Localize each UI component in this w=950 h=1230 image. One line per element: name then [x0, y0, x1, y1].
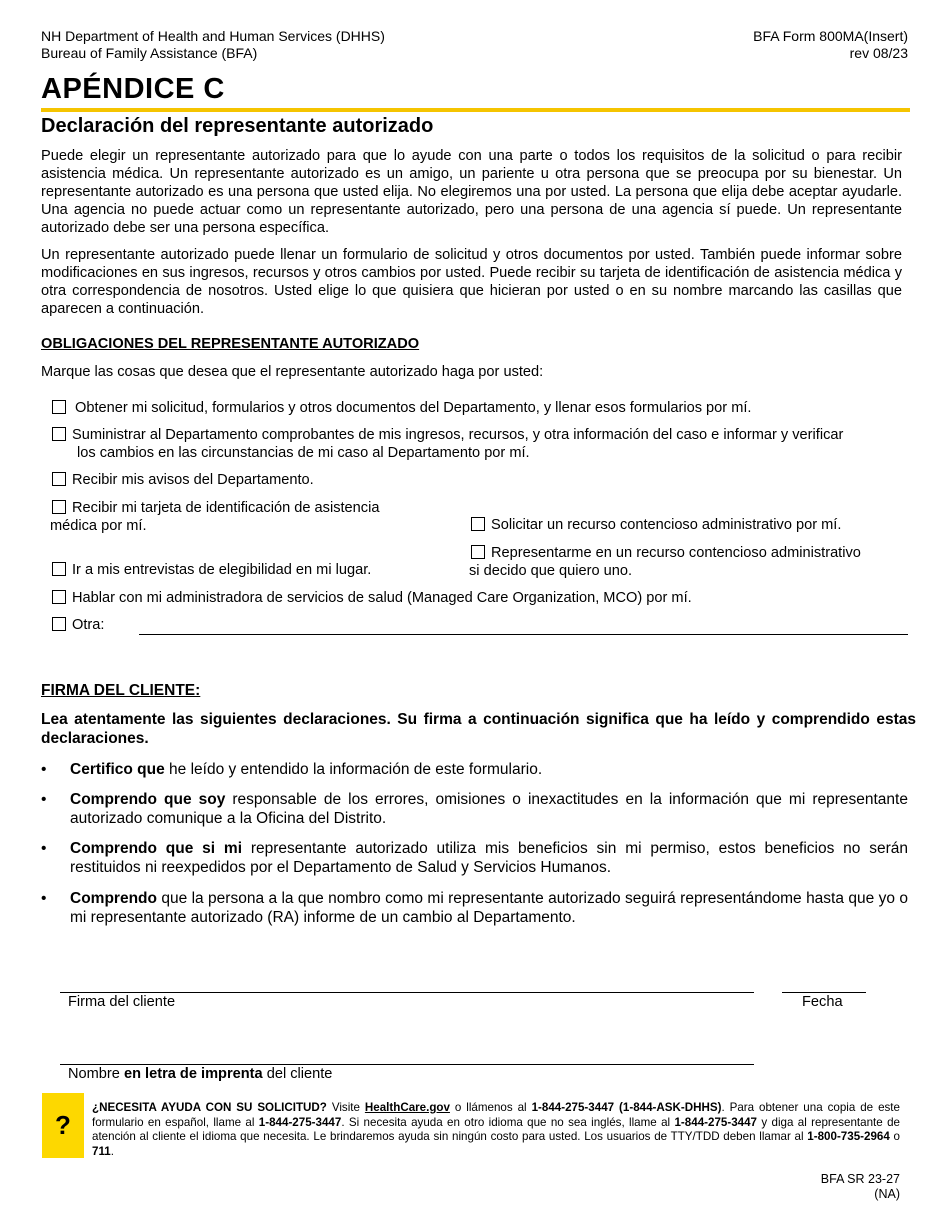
option-avisos-label: Recibir mis avisos del Departamento.: [72, 472, 314, 488]
option-avisos: [52, 471, 314, 489]
option-suministrar: [52, 426, 843, 462]
form-id: BFA Form 800MA(Insert): [753, 28, 908, 44]
declaration-lead: Comprendo que si mi: [70, 840, 243, 857]
form-id-block: [753, 28, 908, 62]
help-phone-other-language: 1-844-275-3447: [674, 1115, 757, 1129]
print-name-bold: en letra de imprenta: [123, 1066, 263, 1082]
option-entrevistas-label: Ir a mis entrevistas de elegibilidad en mi lugar.: [72, 562, 372, 578]
option-obtener: [52, 399, 751, 417]
declaration-lead: Certifico que: [70, 761, 165, 778]
footer-code: BFA SR 23-27: [820, 1172, 900, 1186]
intro-paragraph-2: Un representante autorizado puede llenar un formulario de solicitud y otros documentos por usted. También puede informar sobre modificaciones en sus ingresos, recursos y otros cambios por usted. Puede recibir su tarjeta de identificación de asistencia médica y otra correspondencia de nosotros. Usted elige lo que quisiera que hicieran por usted o en su nombre marcando las casillas que aparecen a continuación.: [41, 247, 902, 317]
checkbox-suministrar[interactable]: [52, 427, 66, 441]
footer-code-block: [821, 1172, 900, 1202]
obligations-intro: Marque las cosas que desea que el representante autorizado haga por usted:: [41, 364, 544, 380]
option-solicitar-recurso-label: Solicitar un recurso contencioso administrativo por mí.: [491, 517, 842, 533]
help-text-part: . Si necesita ayuda en otro idioma que no sea inglés, llame al: [341, 1115, 675, 1129]
option-representarme-label-1: Representarme en un recurso contencioso administrativo: [491, 545, 861, 561]
bullet-icon: •: [41, 840, 47, 857]
bullet-icon: •: [41, 791, 47, 808]
checkbox-mco[interactable]: [52, 590, 66, 604]
help-text-part: . Para obtener una copia de este formulario en español, llame al: [92, 1101, 900, 1129]
print-name-post: del cliente: [262, 1066, 333, 1082]
checkbox-representarme[interactable]: [471, 545, 485, 559]
option-representarme-label-2: si decido que quiero uno.: [469, 563, 633, 579]
signature-heading: FIRMA DEL CLIENTE:: [41, 682, 201, 699]
option-otra: [52, 616, 104, 634]
print-name-label: [68, 1066, 332, 1082]
help-text-part: .: [110, 1144, 114, 1158]
option-suministrar-label-1: Suministrar al Departamento comprobantes de mis ingresos, recursos, y otra información del caso e informar y verificar: [72, 427, 844, 443]
help-text-part: o llámenos al: [449, 1101, 532, 1114]
declaration-lead: Comprendo que soy: [70, 791, 226, 808]
option-tarjeta: [52, 499, 379, 535]
checkbox-obtener[interactable]: [52, 400, 66, 414]
option-mco: [52, 589, 692, 607]
date-line[interactable]: [782, 992, 866, 993]
declaration-text: que la persona a la que nombro como mi representante autorizado seguirá representándome hasta que yo o mi representante autorizado (RA) informe de un cambio al Departamento.: [70, 890, 908, 926]
help-text: [92, 1101, 900, 1159]
date-label: Fecha: [802, 994, 843, 1010]
help-phone-tty: 1-800-735-2964: [807, 1130, 890, 1143]
print-name-pre: Nombre: [68, 1066, 124, 1082]
help-question: ¿NECESITA AYUDA CON SU SOLICITUD?: [92, 1101, 327, 1114]
signature-label: Firma del cliente: [68, 994, 176, 1010]
healthcare-gov-link[interactable]: HealthCare.gov: [364, 1101, 450, 1114]
help-question-icon: ?: [42, 1093, 84, 1158]
help-phone-main: 1-844-275-3447 (1-844-ASK-DHHS): [531, 1101, 722, 1114]
otra-input-line[interactable]: [139, 634, 908, 635]
signature-lead: Lea atentamente las siguientes declaraciones. Su firma a continuación significa que ha leído y comprendido estas declaraciones.: [41, 711, 916, 747]
page-title: APÉNDICE C: [41, 73, 225, 105]
page-subtitle: Declaración del representante autorizado: [41, 115, 434, 137]
bullet-icon: •: [41, 890, 47, 907]
option-tarjeta-label-1: Recibir mi tarjeta de identificación de asistencia: [72, 500, 380, 516]
option-suministrar-label-2: los cambios en las circunstancias de mi caso al Departamento por mí.: [77, 445, 530, 461]
option-otra-label: Otra:: [72, 617, 105, 633]
obligations-heading: OBLIGACIONES DEL REPRESENTANTE AUTORIZADO: [41, 336, 420, 352]
agency-name: NH Department of Health and Human Services (DHHS): [41, 28, 385, 44]
option-entrevistas: [52, 561, 371, 579]
signature-line[interactable]: [60, 992, 754, 993]
declaration-text: he leído y entendido la información de este formulario.: [164, 761, 543, 778]
option-representarme: [471, 544, 861, 580]
print-name-line[interactable]: [60, 1064, 754, 1065]
option-obtener-label: Obtener mi solicitud, formularios y otros documentos del Departamento, y llenar esos formularios por mí.: [75, 400, 752, 416]
intro-paragraph-1: Puede elegir un representante autorizado para que lo ayude con una parte o todos los requisitos de la solicitud o para recibir asistencia médica. Un representante autorizado es un amigo, un pariente u otra persona que se preocupa por su bienestar. Un representante autorizado es una persona que usted elija. No elegiremos una por usted. La persona que elija debe aceptar ayudarle. Una agencia no puede actuar como un representante autorizado, pero una persona de una agencia sí puede. Un representante autorizado debe ser una persona específica.: [41, 148, 902, 236]
form-revision: rev 08/23: [849, 45, 908, 61]
footer-note: (NA): [874, 1187, 900, 1201]
help-text-part: o: [889, 1130, 900, 1143]
bureau-name: Bureau of Family Assistance (BFA): [41, 45, 258, 61]
checkbox-solicitar-recurso[interactable]: [471, 517, 485, 531]
help-text-part: y diga al representante de atención al cliente el idioma que necesita. Le brindaremos ayuda sin ningún costo para usted. Los usuarios de TTY/TDD deben llamar al: [92, 1115, 900, 1143]
option-mco-label: Hablar con mi administradora de servicios de salud (Managed Care Organization, MCO) por mí.: [72, 590, 692, 606]
checkbox-otra[interactable]: [52, 617, 66, 631]
declaration-lead: Comprendo: [70, 890, 157, 907]
option-tarjeta-label-2: médica por mí.: [50, 518, 147, 534]
option-solicitar-recurso: [471, 516, 841, 534]
help-phone-spanish: 1-844-275-3447: [258, 1115, 342, 1129]
agency-block: [41, 28, 385, 62]
checkbox-tarjeta[interactable]: [52, 500, 66, 514]
declaration-text: responsable de los errores, omisiones o inexactitudes en la información que mi representante autorizado comunique a la Oficina del Distrito.: [70, 791, 908, 827]
checkbox-entrevistas[interactable]: [52, 562, 66, 576]
bullet-icon: •: [41, 761, 47, 778]
declaration-text: representante autorizado utiliza mis beneficios sin mi permiso, estos beneficios no serán restituidos ni reexpedidos por el Departamento de Salud y Servicios Humanos.: [70, 840, 908, 876]
help-phone-711: 711: [92, 1144, 111, 1158]
title-divider: [41, 108, 910, 112]
checkbox-avisos[interactable]: [52, 472, 66, 486]
help-text-part: Visite: [326, 1101, 365, 1114]
